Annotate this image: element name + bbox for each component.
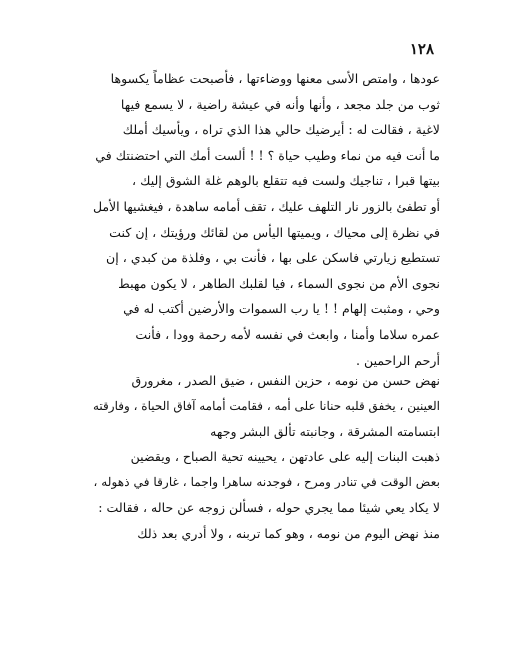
text-line: تستطيع زيارتي فاسكن على بها ، فأنت بي ، وفلذة من كبدي ، إن — [106, 250, 440, 266]
text-line: نهض حسن من نومه ، حزين النفس ، ضيق الصدر ، مغرورق — [131, 373, 440, 388]
text-line: منذ نهض اليوم من نومه ، وهو كما تربنه ، ولا أدري بعد ذلك — [137, 525, 440, 541]
text-line: لا يكاد يعي شيئا مما يجري حوله ، فسألن زوجه عن حاله ، فقالت : — [98, 500, 440, 516]
text-line: عمره سلاما وأمنا ، وابعث في نفسه لأمه رحمة وودا ، فأنت — [135, 326, 440, 342]
text-line: بيتها قبرا ، تناجيك ولست فيه تتقلع بالوهم غلة الشوق إليك ، — [132, 173, 440, 189]
text-line: وحي ، ومثبت إلهام ! ! يا رب السموات والأرضين أكتب له في — [123, 301, 440, 317]
text-line: ما أنت فيه من نماء وطيب حياة ؟ ! ! ألست أمك التي احتضنتك في — [95, 147, 440, 163]
paragraph-3 — [90, 444, 440, 546]
page-number: ١٢٨ — [409, 40, 434, 58]
text-line: ذهبت البنات إليه على عادتهن ، يحيينه تحية الصباح ، ويقضين — [130, 449, 440, 464]
text-line: أو تطفئ بالزور نار التلهف عليك ، تقف أمامه ساهدة ، فيغشيها الأمل — [93, 198, 440, 214]
text-line: عودها ، وامتص الأسى معنها ووضاءتها ، فأصبحت عظاماً يكسوها — [110, 71, 440, 86]
paragraph-2 — [90, 368, 440, 445]
text-line: ابتسامته المشرقة ، وجانبته تألق البشر وجهه — [210, 424, 440, 440]
text-line: بعض الوقت في تنادر ومرح ، فوجدنه ساهرا واجما ، غارقا في ذهوله ، — [93, 474, 440, 489]
text-line: نجوى الأم من نجوى السماء ، فيا لقلبك الطاهر ، لا يكون مهبط — [118, 275, 440, 291]
text-line: ثوب من جلد مجعد ، وأنها وأنه في عيشة راضية ، لا يسمع فيها — [120, 96, 440, 112]
text-line: في نظرة إلى محياك ، ويميتها اليأس من لقائك ورؤيتك ، إن كنت — [109, 224, 440, 240]
text-line: العينين ، يخفق قلبه حنانا على أمه ، فقامت أمامه آفاق الحياة ، وفارقته — [93, 398, 440, 413]
text-line: أرحم الراحمين . — [356, 352, 440, 368]
text-line: لاغية ، فقالت له : أيرضيك حالي هذا الذي تراه ، ويأسيك أملك — [122, 122, 440, 138]
paragraph-1 — [90, 66, 440, 373]
